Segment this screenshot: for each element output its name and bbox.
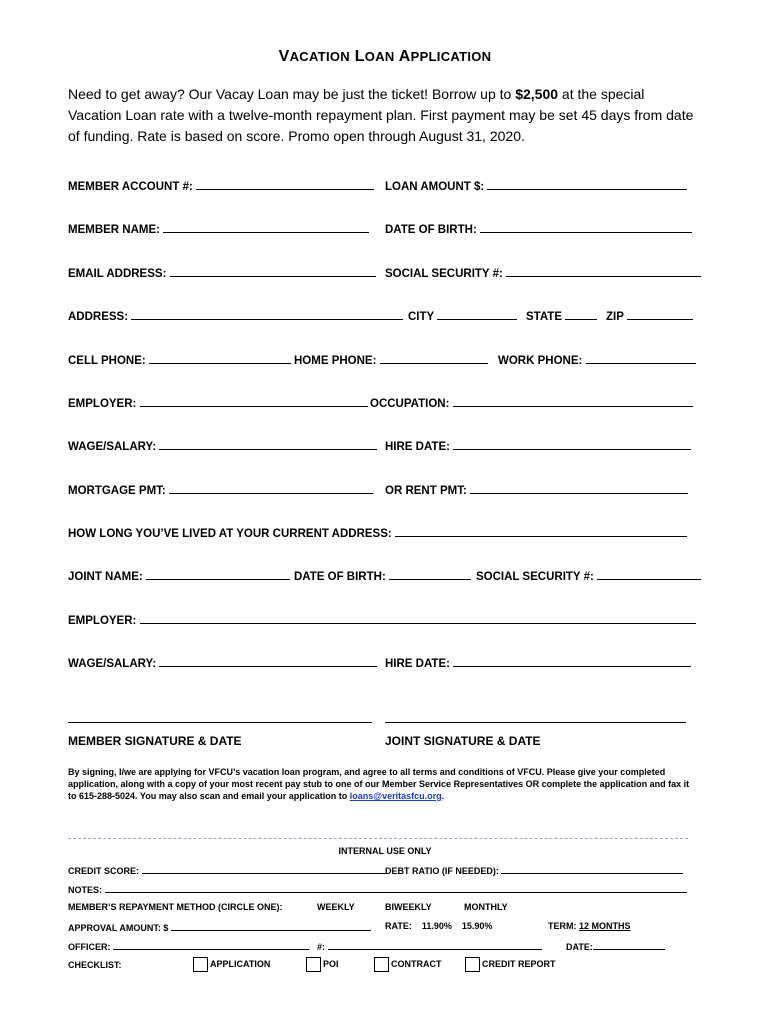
intro-paragraph: Need to get away? Our Vacay Loan may be just the ticket! Borrow up to $2,500 at the special Vacation Loan rate with a twelve-month repayment plan. First payment may be set 45 days from date of funding. Rate is based on score. Promo open through August 31, 2020. (68, 86, 694, 144)
hire-date-field[interactable] (453, 438, 691, 450)
work-phone-field[interactable] (586, 352, 696, 364)
rent-field[interactable] (470, 482, 688, 494)
joint-signature-line[interactable] (385, 722, 686, 723)
email-link[interactable]: loans@veritasfcu.org (349, 791, 442, 801)
number-field[interactable] (328, 940, 542, 950)
checklist-contract[interactable]: CONTRACT (374, 957, 442, 972)
section-divider (68, 838, 688, 839)
approval-amount-field[interactable] (171, 921, 371, 931)
joint-name-field[interactable] (146, 568, 290, 580)
disclaimer-text: By signing, I/we are applying for VFCU’s vacation loan program, and agree to all terms and conditions of VFCU. Please give your completed application, along with a copy of your most recent pay stub to one of our Member Service Representatives OR complete the application and fax it to 615-288-5024. You may also scan and email your application to loans@veritasfcu.org. (68, 767, 690, 801)
loan-max-amount: $2,500 (515, 86, 559, 102)
city-field[interactable] (437, 308, 517, 320)
checkbox-credit-report[interactable] (465, 957, 480, 972)
state-field[interactable] (565, 308, 597, 320)
joint-wage-field[interactable] (159, 655, 377, 667)
officer-row: OFFICER: (68, 940, 309, 952)
email-field[interactable] (170, 265, 376, 277)
date-row: DATE: (566, 940, 665, 952)
term-row: TERM: 12 MONTHS (548, 921, 631, 931)
checklist-credit-report[interactable]: CREDIT REPORT (465, 957, 556, 972)
checkbox-contract[interactable] (374, 957, 389, 972)
member-signature-label: MEMBER SIGNATURE & DATE (68, 734, 242, 748)
member-signature-line[interactable] (68, 722, 372, 723)
checkbox-poi[interactable] (306, 957, 321, 972)
residence-duration-field[interactable] (395, 525, 687, 537)
approval-row: APPROVAL AMOUNT: $ (68, 921, 371, 933)
cell-phone-field[interactable] (149, 352, 291, 364)
method-biweekly[interactable]: BIWEEKLY (385, 902, 432, 912)
method-weekly[interactable]: WEEKLY (317, 902, 355, 912)
joint-ssn-field[interactable] (597, 568, 701, 580)
internal-date-field[interactable] (593, 940, 665, 950)
credit-score-field[interactable] (142, 864, 386, 874)
zip-field[interactable] (627, 308, 693, 320)
debt-ratio-field[interactable] (501, 864, 683, 874)
wage-field[interactable] (159, 438, 377, 450)
joint-employer-field[interactable] (140, 612, 696, 624)
method-monthly[interactable]: MONTHLY (464, 902, 508, 912)
page-title: VACATION LOAN APPLICATION (278, 48, 492, 65)
number-row: #: (317, 940, 542, 952)
address-field[interactable] (131, 308, 403, 320)
rate-option-2[interactable]: 15.90% (461, 921, 493, 931)
internal-use-title: INTERNAL USE ONLY (338, 846, 432, 856)
employer-field[interactable] (140, 395, 368, 407)
loan-amount-field[interactable] (487, 178, 687, 190)
credit-score-row: CREDIT SCORE: (68, 864, 386, 876)
occupation-field[interactable] (453, 395, 693, 407)
joint-dob-field[interactable] (389, 568, 471, 580)
checkbox-application[interactable] (193, 957, 208, 972)
notes-field[interactable] (105, 883, 687, 893)
member-account-field[interactable] (196, 178, 374, 190)
rate-option-1[interactable]: 11.90% (421, 921, 452, 931)
joint-signature-label: JOINT SIGNATURE & DATE (385, 734, 541, 748)
date-of-birth-field[interactable] (480, 221, 692, 233)
notes-row: NOTES: (68, 883, 687, 895)
debt-ratio-row: DEBT RATIO (IF NEEDED): (385, 864, 683, 876)
checklist-application[interactable]: APPLICATION (193, 957, 270, 972)
member-name-field[interactable] (163, 221, 369, 233)
checklist-label: CHECKLIST: (68, 960, 122, 970)
home-phone-field[interactable] (380, 352, 488, 364)
ssn-field[interactable] (506, 265, 701, 277)
term-value: 12 MONTHS (579, 921, 631, 931)
checklist-poi[interactable]: POI (306, 957, 339, 972)
mortgage-field[interactable] (169, 482, 373, 494)
repayment-method-label: MEMBER’S REPAYMENT METHOD (CIRCLE ONE): (68, 902, 283, 912)
rate-row: RATE: 11.90% 15.90% (385, 921, 493, 931)
joint-hire-date-field[interactable] (453, 655, 691, 667)
officer-field[interactable] (113, 940, 309, 950)
